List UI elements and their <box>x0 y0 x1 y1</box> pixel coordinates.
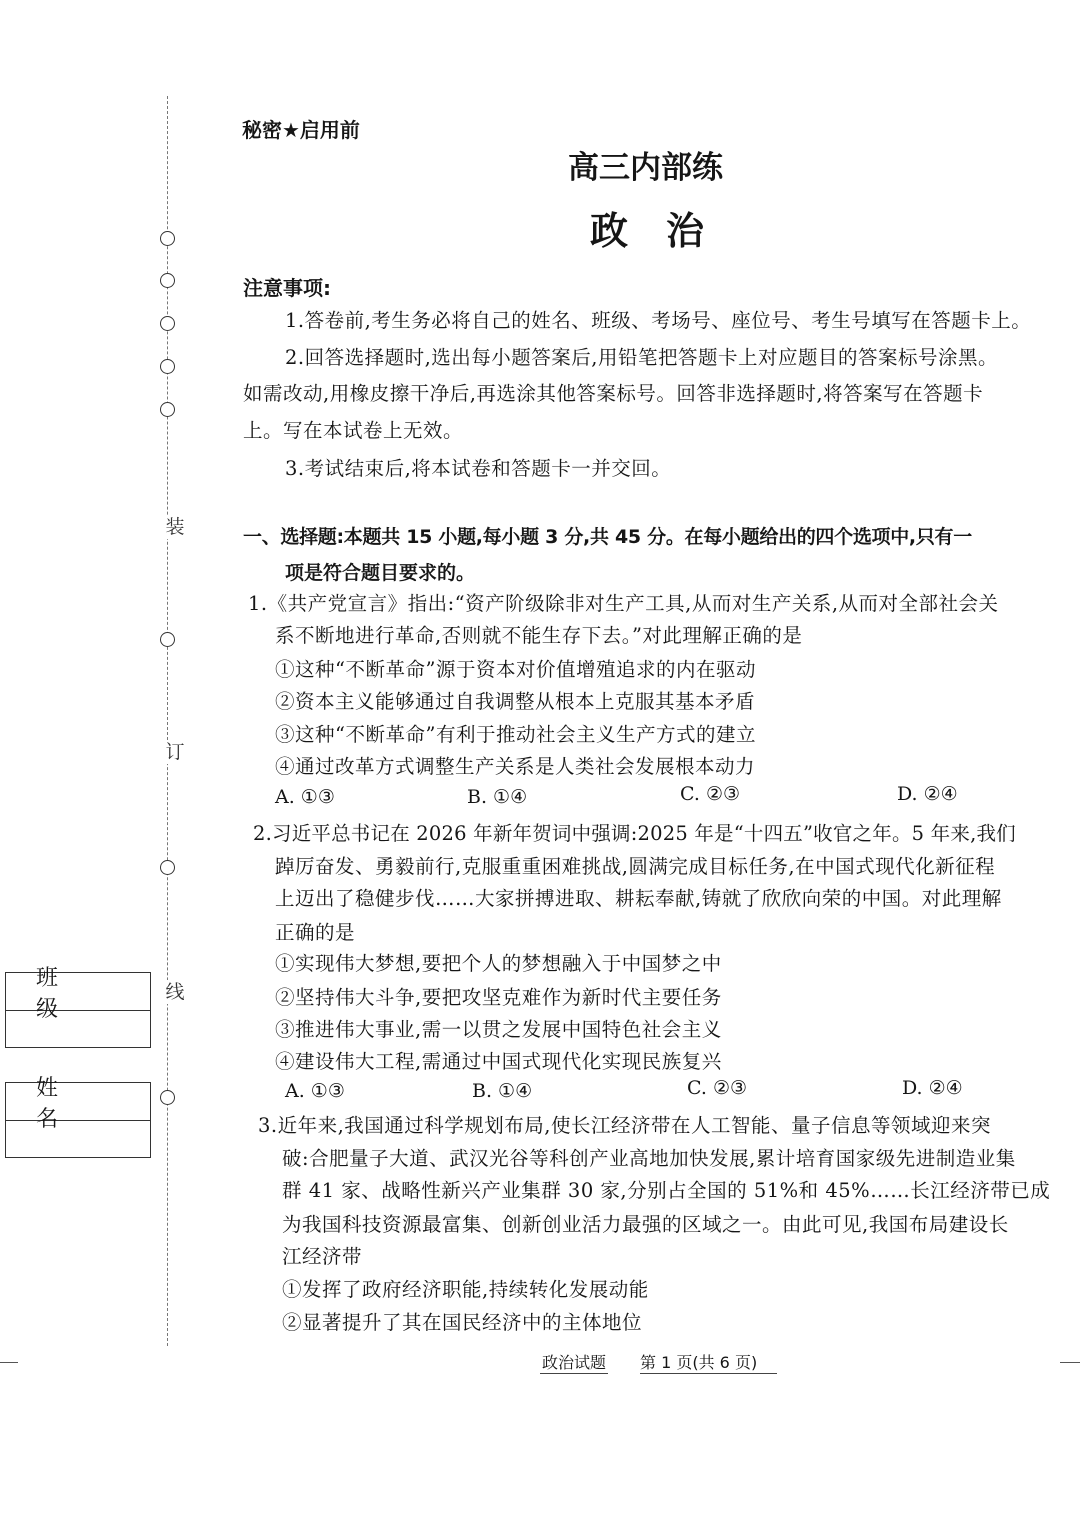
question-stem: 群 41 家、战略性新兴产业集群 30 家,分别占全国的 51%和 45%……长江经济带已成 <box>282 1179 1051 1202</box>
binding-hole <box>160 316 175 331</box>
option-a[interactable]: A. ①③ <box>275 786 335 808</box>
question-stem: 为我国科技资源最富集、创新创业活力最强的区域之一。由此可见,我国布局建设长 <box>282 1213 1009 1236</box>
option-b[interactable]: B. ①④ <box>467 786 528 808</box>
binding-hole <box>160 402 175 417</box>
binding-hole <box>160 231 175 246</box>
option-a[interactable]: A. ①③ <box>285 1080 345 1102</box>
question-stem: 破:合肥量子大道、武汉光谷等科创产业高地加快发展,累计培育国家级先进制造业集 <box>282 1147 1016 1170</box>
question-item: ③这种“不断革命”有利于推动社会主义生产方式的建立 <box>275 723 756 746</box>
binding-hole <box>160 273 175 288</box>
binding-label-zhuang: 装 <box>165 516 185 538</box>
question-item: ④建设伟大工程,需通过中国式现代化实现民族复兴 <box>275 1050 722 1073</box>
question-stem: 江经济带 <box>282 1245 363 1268</box>
notice-heading: 注意事项: <box>243 276 331 300</box>
question-item: ②显著提升了其在国民经济中的主体地位 <box>282 1311 643 1334</box>
subject-title: 政 治 <box>590 208 705 253</box>
footer-page: 第 1 页(共 6 页) <box>640 1350 777 1374</box>
notice-line: 上。写在本试卷上无效。 <box>243 419 464 442</box>
question-item: ③推进伟大事业,需一以贯之发展中国特色社会主义 <box>275 1018 722 1041</box>
class-field <box>5 965 151 1048</box>
question-stem: 上迈出了稳健步伐……大家拼搏进取、耕耘奉献,铸就了欣欣向荣的中国。对此理解 <box>275 887 1002 910</box>
footer-subject: 政治试题 <box>540 1350 608 1374</box>
class-label: 班 级 <box>6 973 150 1011</box>
exam-title: 高三内部练 <box>568 150 723 186</box>
option-b[interactable]: B. ①④ <box>472 1080 533 1102</box>
option-d[interactable]: D. ②④ <box>902 1077 963 1099</box>
name-field <box>5 1075 151 1158</box>
option-c[interactable]: C. ②③ <box>687 1077 748 1099</box>
binding-hole <box>160 632 175 647</box>
page-edge-mark <box>0 1362 18 1363</box>
binding-hole <box>160 1090 175 1105</box>
binding-hole <box>160 860 175 875</box>
question-item: ①发挥了政府经济职能,持续转化发展动能 <box>282 1278 649 1301</box>
question-stem: 2.习近平总书记在 2026 年新年贺词中强调:2025 年是“十四五”收官之年。5 年来,我们 <box>253 822 1016 845</box>
question-item: ④通过改革方式调整生产关系是人类社会发展根本动力 <box>275 755 756 778</box>
binding-hole <box>160 359 175 374</box>
page-edge-mark <box>1060 1362 1080 1363</box>
question-item: ①实现伟大梦想,要把个人的梦想融入于中国梦之中 <box>275 952 722 975</box>
question-stem: 1.《共产党宣言》指出:“资产阶级除非对生产工具,从而对生产关系,从而对全部社会关 <box>248 592 999 615</box>
notice-line: 3.考试结束后,将本试卷和答题卡一并交回。 <box>285 457 672 480</box>
question-stem: 正确的是 <box>275 921 356 944</box>
notice-line: 如需改动,用橡皮擦干净后,再选涂其他答案标号。回答非选择题时,将答案写在答题卡 <box>243 382 984 405</box>
section-heading-cont: 项是符合题目要求的。 <box>285 562 476 584</box>
binding-label-xian: 线 <box>165 981 185 1003</box>
option-d[interactable]: D. ②④ <box>897 783 958 805</box>
question-stem: 系不断地进行革命,否则就不能生存下去。”对此理解正确的是 <box>275 624 803 647</box>
notice-line: 1.答卷前,考生务必将自己的姓名、班级、考场号、座位号、考生号填写在答题卡上。 <box>285 309 1032 332</box>
option-c[interactable]: C. ②③ <box>680 783 741 805</box>
question-stem: 踔厉奋发、勇毅前行,克服重重困难挑战,圆满完成目标任务,在中国式现代化新征程 <box>275 855 996 878</box>
name-label: 姓 名 <box>6 1083 150 1121</box>
question-item: ①这种“不断革命”源于资本对价值增殖追求的内在驱动 <box>275 658 756 681</box>
notice-line: 2.回答选择题时,选出每小题答案后,用铅笔把答题卡上对应题目的答案标号涂黑。 <box>285 346 999 369</box>
question-item: ②资本主义能够通过自我调整从根本上克服其基本矛盾 <box>275 690 756 713</box>
question-stem: 3.近年来,我国通过科学规划布局,使长江经济带在人工智能、量子信息等领域迎来突 <box>258 1114 992 1137</box>
binding-label-ding: 订 <box>165 741 185 763</box>
secret-label: 秘密★启用前 <box>242 118 360 142</box>
question-item: ②坚持伟大斗争,要把攻坚克难作为新时代主要任务 <box>275 986 722 1009</box>
section-heading: 一、选择题:本题共 15 小题,每小题 3 分,共 45 分。在每小题给出的四个选项中,只有一 <box>243 526 972 548</box>
